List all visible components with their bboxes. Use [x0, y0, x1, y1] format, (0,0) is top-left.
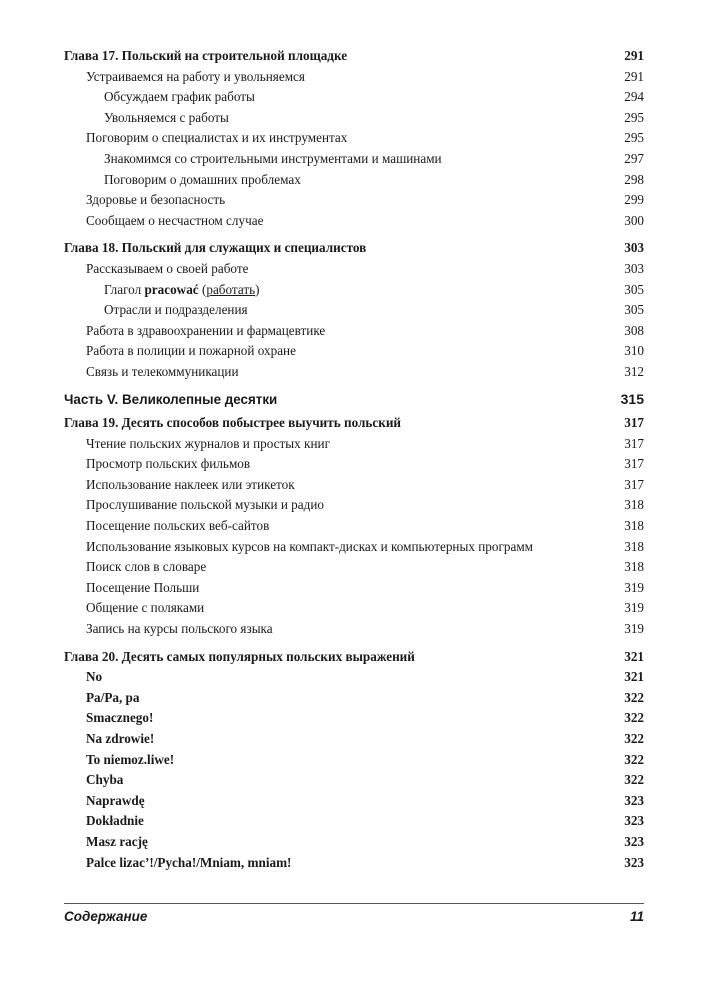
toc-entry-page: 295	[624, 109, 644, 125]
toc-entry-page: 322	[624, 772, 644, 788]
toc-entry-page: 317	[624, 456, 644, 472]
page-footer	[64, 907, 644, 927]
toc-expression	[64, 708, 644, 729]
toc-entry-title: Работа в здравоохранении и фармацевтике	[86, 322, 326, 338]
toc-entry-page: 322	[624, 751, 644, 767]
toc-entry-page: 319	[624, 600, 644, 616]
toc-entry-page: 305	[624, 281, 644, 297]
toc-entry-title: Запись на курсы польского языка	[86, 621, 273, 637]
toc-entry-title: Глава 19. Десять способов побыстрее выучить польский	[64, 415, 402, 431]
toc-entry-page: 317	[624, 435, 644, 451]
toc-entry-title: Глава 17. Польский на строительной площадке	[64, 48, 348, 63]
table-of-contents	[64, 46, 644, 873]
footer-section-title: Содержание	[64, 909, 148, 924]
toc-entry-title: Посещение польских веб-сайтов	[86, 518, 270, 534]
toc-section	[64, 619, 644, 640]
toc-entry-title: Pa/Pa, pa	[86, 689, 140, 705]
toc-section	[64, 211, 644, 232]
toc-entry-title: Устраиваемся на работу и увольняемся	[86, 68, 305, 84]
toc-entry-page: 317	[624, 415, 644, 431]
toc-entry-title: Посещение Польши	[86, 579, 200, 595]
toc-entry-title: Masz rację	[86, 833, 148, 849]
toc-entry-page: 295	[624, 130, 644, 146]
toc-entry-page: 323	[624, 854, 644, 870]
toc-entry-title: Smacznego!	[86, 710, 154, 726]
polish-verb: pracować	[144, 281, 199, 297]
toc-section	[64, 362, 644, 383]
toc-subsection	[64, 87, 644, 108]
toc-part-page: 315	[620, 390, 644, 407]
toc-section	[64, 557, 644, 578]
toc-entry-title: Просмотр польских фильмов	[86, 456, 251, 472]
toc-entry-title: Обсуждаем график работы	[104, 89, 255, 105]
toc-entry-page: 305	[624, 302, 644, 318]
toc-chapter-20	[64, 647, 644, 668]
toc-entry-page: 299	[624, 192, 644, 208]
toc-entry-page: 323	[624, 792, 644, 808]
toc-section	[64, 321, 644, 342]
toc-entry-title: Здоровье и безопасность	[86, 192, 226, 208]
toc-entry-title: Прослушивание польской музыки и радио	[86, 497, 324, 513]
toc-section	[64, 190, 644, 211]
toc-entry-page: 322	[624, 710, 644, 726]
toc-chapter-17	[64, 46, 644, 67]
toc-expression	[64, 853, 644, 874]
toc-entry-title: Поговорим о специалистах и их инструментах	[86, 130, 348, 146]
toc-entry-page: 323	[624, 833, 644, 849]
toc-title-open-paren: (	[198, 281, 207, 297]
toc-section	[64, 578, 644, 599]
toc-entry-title: Palce lizac’!/Pycha!/Mniam, mniam!	[86, 854, 292, 870]
toc-subsection	[64, 149, 644, 170]
toc-entry-title: Связь и телекоммуникации	[86, 363, 239, 379]
toc-section	[64, 341, 644, 362]
toc-entry-title: Na zdrowie!	[86, 731, 155, 746]
toc-entry-page: 319	[624, 579, 644, 595]
toc-entry-page: 321	[624, 669, 644, 685]
toc-chapter-19	[64, 413, 644, 434]
toc-entry-page: 297	[624, 150, 644, 166]
toc-entry-page: 319	[624, 621, 644, 637]
toc-entry-title: No	[86, 669, 103, 685]
toc-entry-title: Chyba	[86, 772, 124, 788]
toc-entry-page: 291	[624, 48, 644, 63]
toc-entry-page: 312	[624, 363, 644, 379]
toc-entry-page: 303	[624, 260, 644, 276]
toc-subsection	[64, 108, 644, 129]
russian-translation: работать	[206, 281, 256, 297]
toc-entry-page: 322	[624, 689, 644, 705]
toc-entry-page: 303	[624, 240, 644, 256]
toc-entry-title: Поговорим о домашних проблемах	[104, 171, 301, 187]
toc-expression	[64, 750, 644, 771]
toc-title-close-paren: )	[255, 281, 260, 297]
toc-entry-page: 308	[624, 322, 644, 338]
toc-entry-page: 294	[624, 89, 644, 105]
toc-section	[64, 259, 644, 280]
toc-expression	[64, 667, 644, 688]
footer-page-number: 11	[629, 909, 644, 924]
toc-entry-page: 323	[624, 813, 644, 829]
toc-entry-title: Использование наклеек или этикеток	[86, 476, 295, 492]
footer-divider	[64, 903, 644, 904]
toc-entry-title: To niemoz.liwe!	[86, 751, 175, 767]
toc-entry-page: 291	[624, 68, 644, 84]
toc-entry-page: 300	[624, 212, 644, 228]
toc-section	[64, 516, 644, 537]
toc-entry-title: Глава 20. Десять самых популярных польских выражений	[64, 648, 415, 664]
toc-entry-title: Сообщаем о несчастном случае	[86, 212, 264, 228]
toc-expression	[64, 729, 644, 750]
toc-entry-title: Naprawdę	[86, 792, 145, 808]
toc-section	[64, 495, 644, 516]
toc-section	[64, 598, 644, 619]
toc-entry-title: Отрасли и подразделения	[104, 302, 248, 318]
toc-entry-page: 317	[624, 476, 644, 492]
toc-expression	[64, 770, 644, 791]
toc-entry-page: 318	[624, 559, 644, 575]
toc-entry-page: 318	[624, 538, 644, 554]
toc-title-prefix: Глагол	[104, 281, 145, 297]
toc-entry-page: 298	[624, 171, 644, 187]
toc-entry-title: Знакомимся со строительными инструментами и машинами	[104, 150, 442, 166]
toc-entry-title: Увольняемся с работы	[104, 109, 229, 125]
toc-entry-page: 310	[624, 343, 644, 359]
toc-part-5	[64, 389, 644, 410]
toc-section	[64, 475, 644, 496]
toc-entry-title: Dokładnie	[86, 813, 144, 829]
toc-entry-title: Использование языковых курсов на компакт-дисках и компьютерных программ	[86, 538, 534, 554]
toc-expression	[64, 791, 644, 812]
toc-chapter-18	[64, 238, 644, 259]
toc-entry-title: Рассказываем о своей работе	[86, 260, 249, 276]
toc-section	[64, 128, 644, 149]
toc-expression	[64, 832, 644, 853]
toc-entry-page: 321	[624, 648, 644, 664]
toc-section	[64, 454, 644, 475]
toc-entry-title: Работа в полиции и пожарной охране	[86, 343, 296, 359]
toc-subsection	[64, 170, 644, 191]
toc-entry-title: Общение с поляками	[86, 600, 205, 616]
toc-entry-page: 322	[624, 731, 644, 746]
toc-entry-page: 318	[624, 518, 644, 534]
toc-subsection	[64, 280, 644, 301]
toc-section	[64, 537, 644, 558]
toc-entry-title: Поиск слов в словаре	[86, 559, 207, 575]
toc-expression	[64, 811, 644, 832]
toc-entry-title: Чтение польских журналов и простых книг	[86, 435, 330, 451]
toc-expression	[64, 688, 644, 709]
toc-part-title: Часть V. Великолепные десятки	[64, 391, 278, 407]
toc-section	[64, 434, 644, 455]
toc-section	[64, 67, 644, 88]
toc-entry-title: Глава 18. Польский для служащих и специалистов	[64, 240, 367, 256]
toc-subsection	[64, 300, 644, 321]
toc-entry-title	[64, 280, 260, 301]
toc-entry-page: 318	[624, 497, 644, 513]
